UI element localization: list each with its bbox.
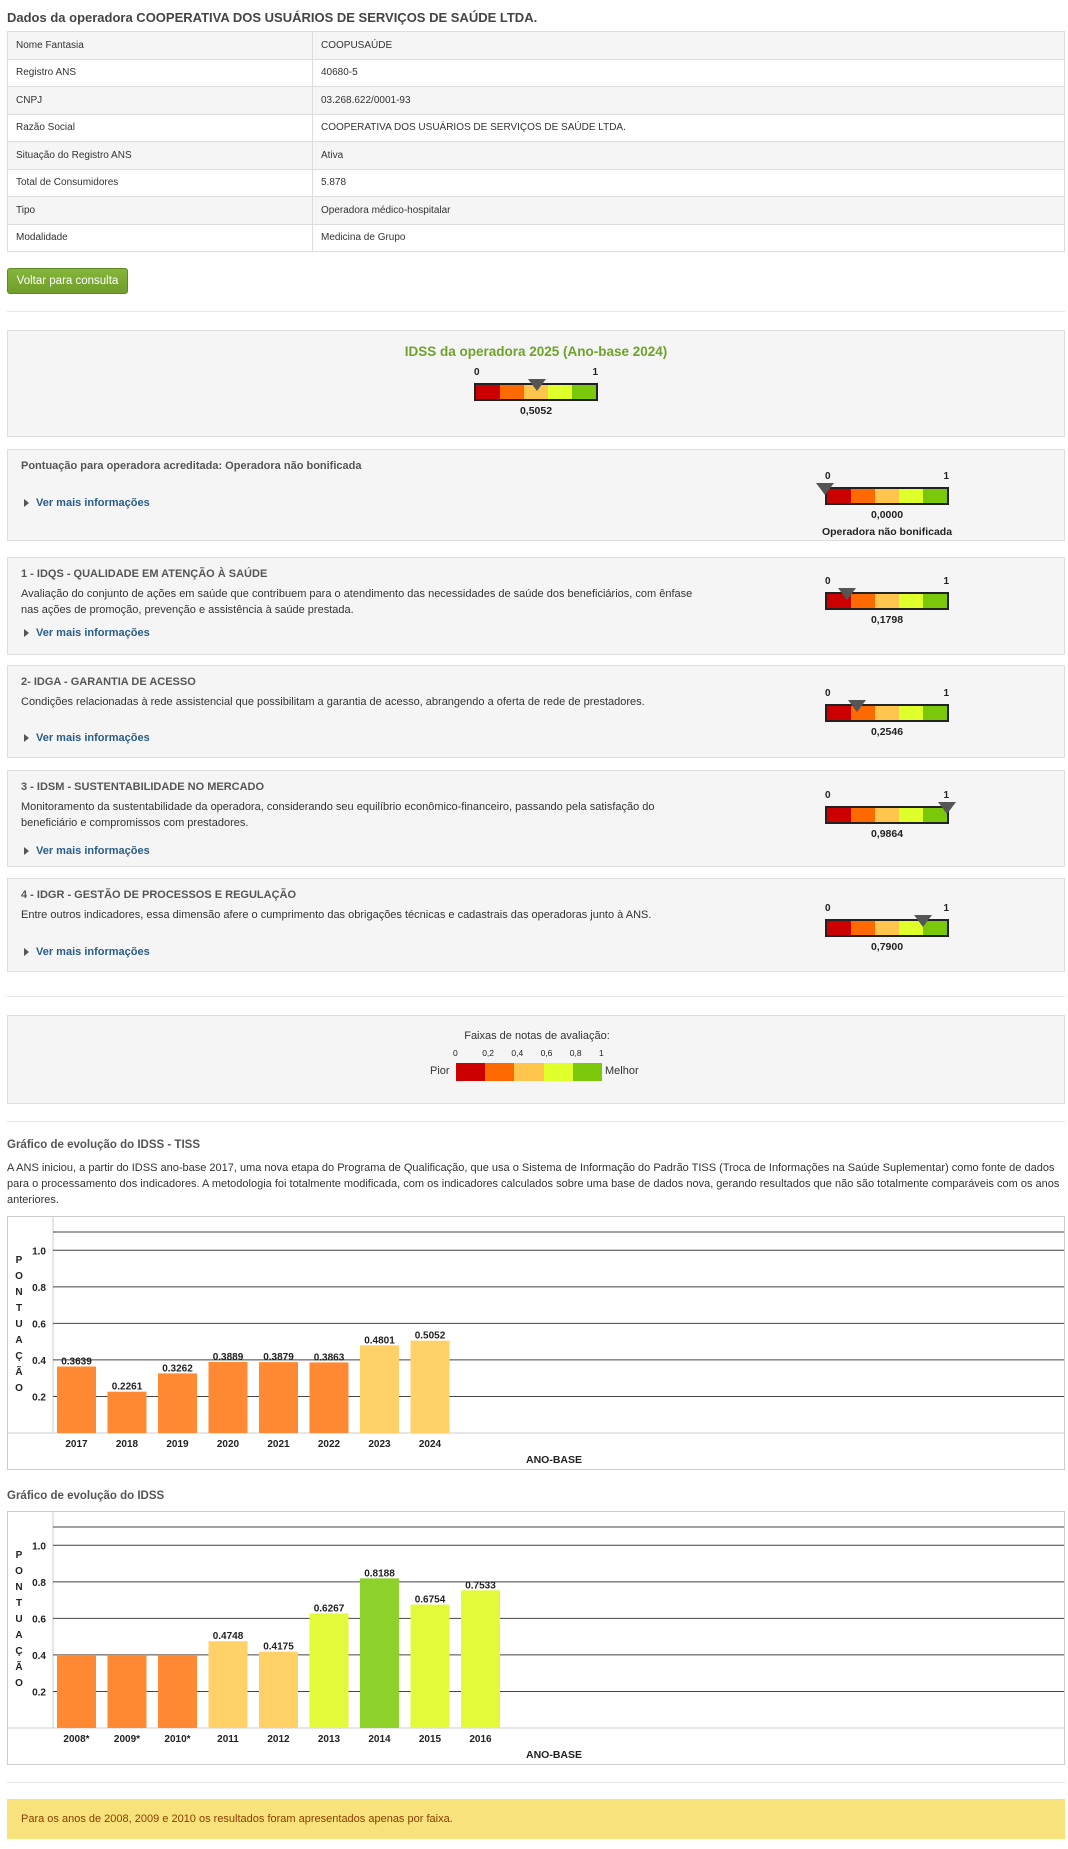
gauge-segment: [899, 594, 923, 608]
dimension-description: Avaliação do conjunto de ações em saúde que contribuem para o atendimento das necessidades de saúde dos beneficiários, com ênfase nas ações de promoção, prevenção e assistência à saúde prestada.: [21, 588, 693, 616]
bar-value-label: 0.6267: [313, 1603, 345, 1615]
gauge-pointer-icon: [914, 915, 932, 927]
gauge-segment: [875, 921, 899, 935]
gauge-value: 0,5052: [519, 405, 553, 417]
scale-tick-label: 0,4: [511, 1048, 524, 1058]
more-link-label: Ver mais informações: [36, 732, 150, 744]
bar-2023: [360, 1345, 399, 1433]
back-to-search-button[interactable]: Voltar para consulta: [7, 268, 128, 294]
more-link-label: Ver mais informações: [36, 497, 150, 509]
bar-value-label: 0.4801: [364, 1335, 395, 1347]
x-tick-label: 2016: [469, 1734, 492, 1745]
gauge-max-label: 1: [943, 576, 949, 587]
gauge-pointer-icon: [938, 802, 956, 814]
x-axis-label: ANO-BASE: [525, 1454, 583, 1466]
y-tick-label: 0.6: [32, 1614, 46, 1626]
scale-tick-label: 0,2: [482, 1048, 495, 1058]
gauge-value: 0,9864: [870, 828, 904, 840]
info-row: [8, 32, 1065, 60]
gauge-max-label: 1: [592, 367, 598, 378]
gauge-value: 0,0000: [870, 509, 904, 521]
gauge-segment: [851, 921, 875, 935]
gauge-pointer-icon: [528, 379, 546, 391]
idss-evolution-chart: [7, 1511, 1065, 1765]
bar-chart-svg: [8, 1512, 1064, 1764]
info-row: [8, 142, 1065, 170]
bar-2020: [209, 1362, 248, 1433]
range-0-0.2: [456, 1063, 485, 1081]
x-tick-label: 2023: [368, 1439, 391, 1450]
bar-chart-svg: [8, 1217, 1064, 1469]
x-tick-label: 2022: [317, 1439, 341, 1450]
bar-value-label: 0.4748: [212, 1631, 244, 1643]
dimension-more-link[interactable]: [24, 946, 150, 958]
range-0.8-1: [573, 1063, 602, 1081]
gauge-segment: [899, 706, 923, 720]
rating-scale-bar: [456, 1063, 602, 1081]
gauge-min-label: 0: [825, 471, 831, 482]
gauge-max-label: 1: [943, 790, 949, 801]
bar-value-label: 0.3639: [61, 1356, 92, 1368]
gauge-segment: [476, 385, 500, 399]
bar-2024: [411, 1341, 450, 1433]
gauge-bar: [825, 704, 949, 722]
info-value: Medicina de Grupo: [313, 224, 1065, 252]
y-tick-label: 0.2: [32, 1392, 46, 1404]
gauge-max-label: 1: [943, 903, 949, 914]
gauge-segment: [923, 706, 947, 720]
dimension-panel: [7, 665, 1065, 758]
x-tick-label: 2017: [65, 1439, 88, 1450]
idss-title: IDSS da operadora 2025 (Ano-base 2024): [404, 344, 668, 359]
divider: [7, 311, 1065, 312]
x-tick-label: 2009*: [113, 1734, 141, 1745]
info-label: Nome Fantasia: [8, 32, 313, 60]
info-value: 03.268.622/0001-93: [313, 87, 1065, 115]
gauge-pointer-icon: [848, 700, 866, 712]
page: [7, 0, 1065, 1849]
y-tick-label: 0.6: [32, 1319, 46, 1331]
accredited-gauge: [825, 471, 949, 527]
gauge-pointer-icon: [838, 588, 856, 600]
bar-value-label: 0.3889: [212, 1351, 244, 1363]
info-value: 5.878: [313, 169, 1065, 197]
info-value: COOPUSAÚDE: [313, 32, 1065, 60]
dimension-panel: [7, 878, 1065, 972]
x-tick-label: 2014: [368, 1734, 391, 1745]
info-row: [8, 169, 1065, 197]
dimension-description: Entre outros indicadores, essa dimensão afere o cumprimento das obrigações técnicas e cadastrais das operadoras junto à ANS.: [21, 909, 652, 921]
accredited-more-link[interactable]: [24, 497, 150, 509]
y-tick-label: 1.0: [32, 1246, 46, 1258]
gauge-value: 0,1798: [870, 614, 904, 626]
info-row: [8, 59, 1065, 87]
dimension-gauge: [825, 576, 949, 632]
caret-right-icon: [24, 499, 29, 507]
info-value: Operadora médico-hospitalar: [313, 197, 1065, 225]
x-tick-label: 2020: [216, 1439, 240, 1450]
footnote-banner: Para os anos de 2008, 2009 e 2010 os resultados foram apresentados apenas por faixa.: [7, 1799, 1065, 1839]
y-tick-label: 0.4: [32, 1650, 46, 1662]
tiss-paragraph: A ANS iniciou, a partir do IDSS ano-base 2017, uma nova etapa do Programa de Qualificação, que usa o Sistema de Informação do Padrão TISS (Troca de Informações na Saúde Suplementar) como fonte de dados para o processamento dos indicadores. A metodologia foi totalmente modificada, com os indicadores calculados sobre uma base de dados nova, gerando resultados que não são totalmente comparáveis com os anos anteriores.: [7, 1162, 1060, 1206]
dimension-panel: [7, 557, 1065, 655]
better-label: Melhor: [605, 1065, 639, 1077]
gauge-segment: [827, 921, 851, 935]
x-tick-label: 2013: [317, 1734, 341, 1745]
bar-2021: [259, 1362, 298, 1433]
scale-tick-label: 0,6: [540, 1048, 553, 1058]
caret-right-icon: [24, 948, 29, 956]
info-label: Situação do Registro ANS: [8, 142, 313, 170]
x-axis-label: ANO-BASE: [525, 1749, 583, 1761]
dimension-more-link[interactable]: [24, 845, 150, 857]
gauge-segment: [899, 489, 923, 503]
tiss-evolution-chart: [7, 1216, 1065, 1470]
x-tick-label: 2019: [166, 1439, 189, 1450]
gauge-segment: [827, 808, 851, 822]
gauge-segment: [851, 808, 875, 822]
gauge-bar: [825, 806, 949, 824]
y-axis-label: P O N T U A Ç Ã O: [15, 1255, 23, 1394]
bar-2019: [158, 1373, 197, 1433]
gauge-segment: [548, 385, 572, 399]
info-value: Ativa: [313, 142, 1065, 170]
bar-2010*: [158, 1655, 197, 1728]
caret-right-icon: [24, 629, 29, 637]
bar-2008*: [57, 1655, 96, 1728]
bar-2014: [360, 1578, 399, 1728]
caret-right-icon: [24, 847, 29, 855]
gauge-min-label: 0: [825, 688, 831, 699]
info-label: Modalidade: [8, 224, 313, 252]
gauge-segment: [875, 594, 899, 608]
gauge-value: 0,7900: [870, 941, 904, 953]
caret-right-icon: [24, 734, 29, 742]
gauge-value: 0,2546: [870, 726, 904, 738]
x-tick-label: 2011: [217, 1734, 239, 1745]
rating-ranges-title: Faixas de notas de avaliação:: [464, 1030, 610, 1042]
rating-ranges-panel: [7, 1015, 1065, 1104]
bar-2015: [411, 1605, 450, 1728]
dimension-title: 3 - IDSM - SUSTENTABILIDADE NO MERCADO: [21, 781, 265, 793]
x-tick-label: 2010*: [164, 1734, 191, 1745]
bar-value-label: 0.7533: [465, 1580, 496, 1592]
bar-value-label: 0.3262: [162, 1363, 193, 1375]
range-0.6-0.8: [544, 1063, 573, 1081]
dimension-description: Condições relacionadas à rede assistencial que possibilitam a garantia de acesso, abrangendo a oferta de rede de prestadores.: [21, 696, 645, 708]
info-label: Registro ANS: [8, 59, 313, 87]
operator-info-table: [7, 31, 1065, 252]
gauge-max-label: 1: [943, 688, 949, 699]
bar-2018: [108, 1392, 147, 1433]
dimension-gauge: [825, 790, 949, 846]
divider: [7, 1782, 1065, 1783]
dimension-gauge: [825, 903, 949, 959]
x-tick-label: 2018: [115, 1439, 139, 1450]
x-tick-label: 2015: [418, 1734, 442, 1745]
y-tick-label: 1.0: [32, 1541, 46, 1553]
bar-2009*: [108, 1655, 147, 1728]
info-row: [8, 224, 1065, 252]
gauge-segment: [923, 594, 947, 608]
dimension-title: 2- IDGA - GARANTIA DE ACESSO: [21, 676, 196, 688]
gauge-segment: [899, 808, 923, 822]
scale-tick-label: 0: [453, 1048, 458, 1058]
x-tick-label: 2024: [418, 1439, 442, 1450]
divider: [7, 996, 1065, 997]
info-row: [8, 87, 1065, 115]
gauge-min-label: 0: [825, 903, 831, 914]
gauge-min-label: 0: [825, 790, 831, 801]
page-title: Dados da operadora COOPERATIVA DOS USUÁRIOS DE SERVIÇOS DE SAÚDE LTDA.: [7, 10, 538, 25]
more-link-label: Ver mais informações: [36, 946, 150, 958]
gauge-segment: [500, 385, 524, 399]
x-tick-label: 2021: [267, 1439, 290, 1450]
bar-2022: [310, 1362, 349, 1433]
bar-2013: [310, 1613, 349, 1728]
gauge-max-label: 1: [943, 471, 949, 482]
range-0.4-0.6: [514, 1063, 543, 1081]
x-tick-label: 2008*: [63, 1734, 90, 1745]
dimension-panel: [7, 770, 1065, 867]
range-0.2-0.4: [485, 1063, 514, 1081]
x-tick-label: 2012: [267, 1734, 290, 1745]
dimension-gauge: [825, 688, 949, 744]
bar-value-label: 0.2261: [111, 1381, 143, 1393]
more-link-label: Ver mais informações: [36, 627, 150, 639]
scale-tick-label: 0,8: [569, 1048, 582, 1058]
gauge-min-label: 0: [474, 367, 480, 378]
bar-2016: [461, 1590, 500, 1728]
info-label: CNPJ: [8, 87, 313, 115]
gauge-pointer-icon: [816, 483, 834, 495]
bar-value-label: 0.3863: [313, 1352, 345, 1364]
info-row: [8, 197, 1065, 225]
dimension-more-link[interactable]: [24, 732, 150, 744]
gauge-segment: [875, 489, 899, 503]
info-value: 40680-5: [313, 59, 1065, 87]
dimension-title: 4 - IDGR - GESTÃO DE PROCESSOS E REGULAÇÃO: [21, 889, 297, 901]
idss-gauge: [474, 367, 598, 423]
bar-2017: [57, 1367, 96, 1433]
y-tick-label: 0.4: [32, 1355, 46, 1367]
dimension-title: 1 - IDQS - QUALIDADE EM ATENÇÃO À SAÚDE: [21, 568, 268, 580]
info-label: Razão Social: [8, 114, 313, 142]
bar-value-label: 0.4175: [263, 1641, 294, 1653]
info-label: Total de Consumidores: [8, 169, 313, 197]
gauge-min-label: 0: [825, 576, 831, 587]
bar-value-label: 0.6754: [414, 1594, 446, 1606]
gauge-bar: [825, 487, 949, 505]
gauge-segment: [572, 385, 596, 399]
worse-label: Pior: [430, 1065, 450, 1077]
dimension-more-link[interactable]: [24, 627, 150, 639]
y-tick-label: 0.8: [32, 1282, 46, 1294]
y-tick-label: 0.2: [32, 1687, 46, 1699]
bar-value-label: 0.8188: [364, 1568, 395, 1580]
gauge-segment: [875, 706, 899, 720]
more-link-label: Ver mais informações: [36, 845, 150, 857]
gauge-segment: [875, 808, 899, 822]
divider: [7, 1121, 1065, 1122]
info-label: Tipo: [8, 197, 313, 225]
tiss-chart-title: Gráfico de evolução do IDSS - TISS: [7, 1139, 200, 1151]
y-tick-label: 0.8: [32, 1577, 46, 1589]
info-value: COOPERATIVA DOS USUÁRIOS DE SERVIÇOS DE SAÚDE LTDA.: [313, 114, 1065, 142]
accredited-panel: [7, 449, 1065, 541]
info-row: [8, 114, 1065, 142]
bar-2011: [209, 1641, 248, 1728]
bar-2012: [259, 1652, 298, 1728]
gauge-segment: [923, 489, 947, 503]
bar-value-label: 0.3879: [263, 1352, 294, 1364]
dimension-description: Monitoramento da sustentabilidade da operadora, considerando seu equilíbrio econômico-financeiro, passando pela satisfação do beneficiário e compromissos com prestadores.: [21, 801, 655, 829]
scale-tick-label: 1: [599, 1048, 604, 1058]
idss-chart-title: Gráfico de evolução do IDSS: [7, 1490, 165, 1502]
gauge-segment: [851, 489, 875, 503]
accredited-caption: Operadora não bonificada: [821, 526, 953, 538]
idss-panel: [7, 330, 1065, 437]
y-axis-label: P O N T U A Ç Ã O: [15, 1550, 23, 1689]
accredited-title: Pontuação para operadora acreditada: Operadora não bonificada: [21, 460, 362, 472]
bar-value-label: 0.5052: [414, 1330, 446, 1342]
